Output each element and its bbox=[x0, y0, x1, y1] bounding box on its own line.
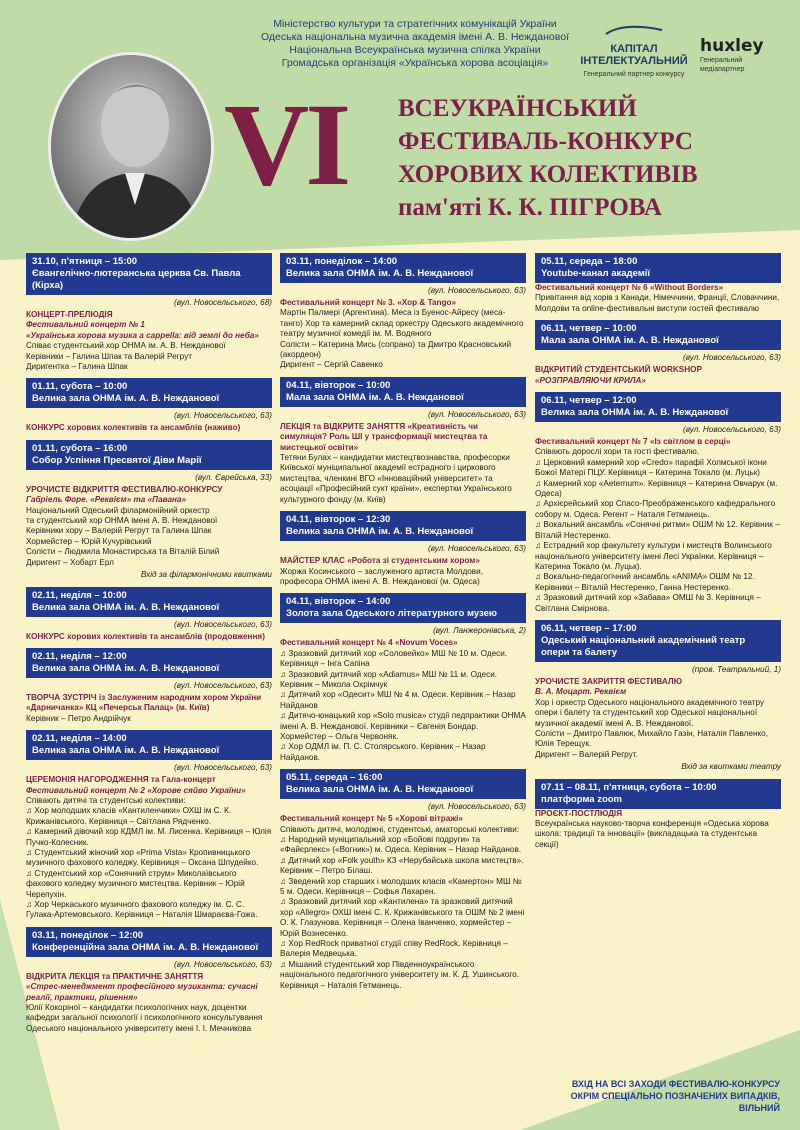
partner1-role: Генеральний партнер конкурсу bbox=[583, 71, 685, 78]
event-body bbox=[26, 972, 272, 1034]
event-venue: Мала зала ОНМА ім. А. В. Нежданової bbox=[286, 391, 464, 403]
event-title: ПРОЄКТ-ПОСТЛЮДІЯ bbox=[535, 808, 623, 818]
event-detail-line: ♫ Вокальний ансамбль «Сонячні ритми» ОШМ № 12. Керівник – Віталій Нестеренко. bbox=[535, 520, 780, 540]
event-block bbox=[26, 587, 272, 642]
event-body bbox=[280, 814, 526, 991]
event-block bbox=[280, 253, 526, 371]
event-datetime: 02.11, неділя – 10:00 bbox=[32, 589, 127, 601]
event-note: Вхід за філармонічними квитками bbox=[140, 570, 272, 580]
event-detail-line: Диригент – Хобарт Ерл bbox=[26, 557, 114, 567]
event-body bbox=[535, 437, 781, 614]
event-detail-line: ♫ Дитячий хор «Folk youth» КЗ «Нерубайська школа мистецтв». Керівник – Петро Білаш. bbox=[280, 855, 524, 876]
event-datetime: 04.11, вівторок – 10:00 bbox=[286, 379, 391, 391]
event-address: (вул. Новосельського, 63) bbox=[427, 802, 526, 812]
event-detail-line: ♫ Архієрейський хор Спасо-Преображенського кафедрального собору м. Одеса. Регент – Наталя Гетманець. bbox=[535, 499, 776, 519]
event-venue: Youtube-канал академії bbox=[541, 268, 651, 279]
event-subtitle: «Українська хорова музика a cappella: від землі до неба» bbox=[26, 330, 259, 340]
event-detail-line: ♫ Дитячий хор «Одесит» МШ № 4 м. Одеси. Керівник – Назар Найданов bbox=[280, 690, 516, 710]
partner-kapital-logo bbox=[574, 24, 694, 78]
event-detail-line: Всеукраїнська науково-творча конференція «Одеська хорова школа: традиції та інновації» (викладацька та студентська секції) bbox=[535, 819, 769, 849]
event-block bbox=[280, 511, 526, 587]
event-detail-line: Диригент – Валерій Регрут. bbox=[535, 749, 638, 759]
event-address: (вул. Новосельського, 63) bbox=[173, 763, 272, 773]
event-body bbox=[26, 423, 272, 433]
event-subtitle: Габріель Форе. «Реквієм» та «Павана» bbox=[26, 495, 187, 505]
event-header bbox=[280, 593, 526, 623]
event-title: КОНКУРС хорових колективів та ансамблів (наживо) bbox=[26, 423, 241, 433]
event-body bbox=[535, 677, 781, 773]
portrait-photo bbox=[48, 52, 214, 241]
event-header bbox=[26, 440, 272, 470]
event-datetime: 05.11, середа – 16:00 bbox=[286, 772, 383, 784]
event-block bbox=[26, 927, 272, 1034]
event-detail-line: Привітання від хорів з Канади, Німеччини, Франції, Словаччини, Молдови та online-фестивальні виступи гостей фестивалю bbox=[535, 293, 780, 313]
event-venue: Золота зала Одеського літературного музею bbox=[286, 608, 497, 620]
event-detail-line: Керівник – Петро Андрійчук bbox=[26, 713, 131, 723]
event-detail-line: Тетяни Булах – кандидатки мистецтвознавства, професорки Київської муніципальної академії естрадного і циркового мистецтва, членкині ВГО «Інноваційний університет» та асоціації «Професійний сукт країни», експертки Українського культурного фонду (м. Київ) bbox=[280, 453, 512, 504]
event-detail-line: ♫ Мішаний студентський хор Південноукраїнського національного педагогічного університету ім. К. Д. Ушинського. Керівниця – Наталія Гетманець. bbox=[280, 959, 519, 990]
event-subtitle: Фестивальний концерт № 1 bbox=[26, 320, 145, 330]
event-venue: Собор Успіння Пресвятої Діви Марії bbox=[32, 454, 202, 466]
event-header bbox=[26, 730, 272, 760]
event-detail-line: ♫ Вокально-педагогічний ансамбль «ANIMA» ОШМ № 12. Керівники – Віталій Нестеренко, Ганна Нестеренко. bbox=[535, 572, 755, 592]
event-header bbox=[280, 769, 526, 799]
event-detail-line: ♫ Дитячо-юнацький хор «Solo musica» студії педпрактики ОНМА імені А. В. Нежданової. Керівники – Євгенія Бондар. Хормейстер – Ольга Червоняк. bbox=[280, 711, 526, 741]
event-body bbox=[26, 693, 272, 724]
event-body bbox=[535, 809, 781, 851]
event-block bbox=[26, 730, 272, 921]
event-block bbox=[26, 253, 272, 372]
event-header bbox=[535, 620, 781, 662]
event-block bbox=[535, 620, 781, 773]
event-venue: Мала зала ОНМА ім. А. В. Нежданової bbox=[541, 335, 719, 347]
event-subtitle: «Стрес-менеджмент професійного музиканта: сучасні реалії, практики, рішення» bbox=[26, 982, 258, 1002]
event-title: ЛЕКЦІЯ та ВІДКРИТЕ ЗАНЯТТЯ «Креативність чи симуляція? Роль ШІ у трансформації мистецтва та мистецької освіти» bbox=[280, 421, 488, 452]
event-header bbox=[26, 648, 272, 678]
event-detail-line: ♫ Зразковий дитячий хор «Соловейко» МШ № 10 м. Одеси. Керівниця – Інга Сапіна bbox=[280, 648, 508, 669]
partner-huxley-logo bbox=[700, 36, 790, 74]
event-header bbox=[535, 392, 781, 422]
event-detail-line: Диригентка – Галина Шпак bbox=[26, 362, 128, 372]
event-venue: Велика зала ОНМА ім. А. В. Нежданової bbox=[32, 601, 220, 613]
event-body bbox=[26, 485, 272, 581]
event-title: ЦЕРЕМОНІЯ НАГОРОДЖЕННЯ та Гала-концерт bbox=[26, 775, 216, 785]
event-datetime: 01.11, субота – 10:00 bbox=[32, 381, 128, 393]
event-datetime: 06.11, четвер – 12:00 bbox=[541, 395, 637, 407]
event-datetime: 05.11, середа – 18:00 bbox=[541, 256, 638, 267]
event-detail-line: Солісти – Людмила Монастирська та Віталій Білий bbox=[26, 547, 220, 557]
event-header bbox=[535, 253, 781, 283]
event-body bbox=[280, 556, 526, 587]
event-block bbox=[26, 378, 272, 433]
event-address: (вул. Єврейська, 33) bbox=[195, 472, 272, 482]
event-detail-line: ♫ Зразковий дитячий хор «Кантилена» та зразковий дитячий хор «Allegro» ОХШ імені С. К. Крижанівського та ОШМ № 2 імені О. К. Глазунова. Керівниця – Олена Іванченко, хормейстер – Юрій Вознесенко. bbox=[280, 897, 525, 938]
event-block bbox=[26, 648, 272, 724]
partner2-role-line1: Генеральний bbox=[700, 57, 743, 64]
event-venue: Велика зала ОНМА ім. А. В. Нежданової bbox=[541, 407, 729, 419]
event-title: ВІДКРИТИЙ СТУДЕНТСЬКИЙ WORKSHOP bbox=[535, 365, 702, 375]
event-block bbox=[535, 392, 781, 614]
title-line: ВСЕУКРАЇНСЬКИЙ bbox=[398, 95, 637, 122]
organizers-block bbox=[245, 18, 585, 70]
event-note: Вхід за квитками театру bbox=[681, 762, 781, 772]
event-datetime: 31.10, п'ятниця – 15:00 bbox=[32, 256, 138, 267]
event-body bbox=[535, 365, 781, 386]
event-datetime: 03.11, понеділок – 12:00 bbox=[32, 929, 144, 941]
event-block bbox=[280, 593, 526, 763]
event-block bbox=[535, 779, 781, 851]
event-venue: Одеський національний академічний театр опери та балету bbox=[541, 634, 746, 658]
partner1-name-line2: ІНТЕЛЕКТУАЛЬНИЙ bbox=[580, 55, 688, 67]
event-header bbox=[535, 779, 781, 809]
event-detail-line: Співають дитячі та студентські колективи: bbox=[26, 795, 186, 805]
event-block bbox=[280, 769, 526, 991]
event-address: (вул. Новосельського, 63) bbox=[427, 544, 526, 554]
event-detail-line: ♫ Камерний хор «Aeternum». Керівниця – Катерина Овчарук (м. Одеса) bbox=[535, 478, 778, 499]
event-venue: Євангелічно-лютеранська церква Св. Павла (Кірха) bbox=[32, 268, 241, 291]
partner2-role-line2: медіапартнер bbox=[700, 66, 745, 73]
event-detail-line: Солісти – Катерина Мись (сопрано) та Дмитро Красновський (акордеон) bbox=[280, 339, 512, 360]
event-detail-line: Солісти – Дмитро Павлюк, Михайло Газін, Наталія Павленко, Юлія Терещук. bbox=[535, 728, 768, 749]
organizer-line: Міністерство культури та стратегічних комунікацій України bbox=[273, 18, 557, 30]
event-detail-line: Національний Одеський філармонійний оркестр bbox=[26, 505, 210, 515]
event-venue: Велика зала ОНМА ім. А. В. Нежданової bbox=[286, 526, 474, 538]
event-body bbox=[535, 283, 781, 314]
event-title: Фестивальний концерт № 7 «Із світлом в серці» bbox=[535, 437, 731, 447]
event-venue: Велика зала ОНМА ім. А. В. Нежданової bbox=[32, 745, 220, 757]
festival-title bbox=[398, 92, 698, 224]
event-detail-line: Хормейстер – Юрій Кучурівський bbox=[26, 536, 152, 546]
event-detail-line: Хор і оркестр Одеського національного академічного театру опери і балету та студентський хор Одеської національної музичної академії імені А. В. Нежданової. bbox=[535, 697, 765, 728]
event-title: Фестивальний концерт № 5 «Хорові вітражі» bbox=[280, 814, 463, 824]
event-header bbox=[280, 377, 526, 407]
event-detail-line: Співає студентський хор ОНМА ім. А. В. Нежданової bbox=[26, 341, 226, 351]
event-venue: Велика зала ОНМА ім. А. В. Нежданової bbox=[286, 268, 474, 279]
event-title: Фестивальний концерт № 4 «Novum Voces» bbox=[280, 638, 458, 648]
event-block bbox=[280, 377, 526, 505]
event-header bbox=[26, 378, 272, 408]
event-subtitle: Фестивальний концерт № 2 «Хорове сяйво України» bbox=[26, 785, 246, 795]
footer-line: ОКРІМ СПЕЦІАЛЬНО ПОЗНАЧЕНИХ ВИПАДКІВ, ВІЛЬНИЙ bbox=[570, 1091, 780, 1113]
free-entry-note bbox=[540, 1078, 780, 1114]
event-datetime: 04.11, вівторок – 12:30 bbox=[286, 514, 391, 526]
event-address: (вул. Новосельського, 63) bbox=[682, 425, 781, 435]
edition-number: VI bbox=[224, 79, 348, 210]
event-address: (вул. Новосельського, 63) bbox=[173, 619, 272, 629]
organizer-line: Національна Всеукраїнська музична спілка України bbox=[289, 44, 541, 56]
event-detail-line: Жоржа Косинського – заслуженого артиста Молдови, професора ОНМА імені А. В. Нежданової (м. Одеса) bbox=[280, 566, 483, 586]
event-datetime: 06.11, четвер – 10:00 bbox=[541, 323, 637, 335]
schedule-column-3 bbox=[535, 253, 781, 856]
event-venue: Велика зала ОНМА ім. А. В. Нежданової bbox=[32, 662, 220, 674]
event-subtitle: «РОЗПРАВЛЯЮЧИ КРИЛА» bbox=[535, 375, 646, 385]
event-address: (вул. Новосельського, 68) bbox=[173, 298, 272, 307]
event-detail-line: ♫ Зведений хор старших і молодших класів «Камертон» МШ № 5 м. Одеси. Керівниця – Софья Лахарен. bbox=[280, 876, 522, 897]
event-block bbox=[535, 320, 781, 386]
organizer-line: Одеська національна музична академія імені А. В. Нежданової bbox=[260, 31, 569, 43]
partner1-name-line1: КАПІТАЛ bbox=[610, 43, 658, 55]
event-header bbox=[280, 511, 526, 541]
event-detail-line: ♫ Зразковий дитячий хор «Забава» ОМШ № 3. Керівниця – Світлана Смірнова. bbox=[535, 593, 761, 613]
event-address: (пров. Театральний, 1) bbox=[691, 664, 781, 674]
event-detail-line: ♫ Естрадний хор факультету культури і мистецтв Волинського національного університету імені Лесі Українки. Керівниця – Катерина Токало (м. Луцьк). bbox=[535, 541, 772, 571]
event-datetime: 07.11 – 08.11, п'ятниця, субота – 10:00 bbox=[541, 781, 717, 793]
event-detail-line: ♫ Хор Черкаського музичного фахового коледжу ім. С. С. Гулака-Артемовського. Керівниця – Наталія Шмараєва-Гожа. bbox=[26, 900, 258, 920]
event-venue: Велика зала ОНМА ім. А. В. Нежданової bbox=[286, 784, 474, 796]
event-detail-line: та студентський хор ОНМА імені А. В. Нежданової bbox=[26, 516, 218, 526]
event-address: (вул. Ланжеронівська, 2) bbox=[433, 626, 526, 636]
event-title: УРОЧИСТЕ ЗАКРИТТЯ ФЕСТИВАЛЮ bbox=[535, 676, 683, 686]
event-address: (вул. Новосельського, 63) bbox=[173, 959, 272, 969]
event-subtitle: В. А. Моцарт. Реквієм bbox=[535, 687, 627, 697]
event-title: УРОЧИСТЕ ВІДКРИТТЯ ФЕСТИВАЛЮ-КОНКУРСУ bbox=[26, 484, 223, 494]
event-address: (вул. Новосельського, 63) bbox=[173, 411, 272, 421]
event-detail-line: ♫ Студентський жіночий хор «Prima Vista» Кропивницького музичного фахового коледжу. Керівниця – Оксана Шпудейко. bbox=[26, 847, 259, 868]
event-header bbox=[535, 320, 781, 350]
event-detail-line: ♫ Хор ОДМЛ ім. П. С. Столярського. Керівник – Назар Найданов. bbox=[280, 742, 486, 762]
event-detail-line: ♫ Хор RedRock приватної студії співу RedRock. Керівниця – Валерія Медвецька. bbox=[280, 939, 508, 959]
title-line: пам'яті К. К. ПІГРОВА bbox=[398, 194, 662, 221]
event-body bbox=[26, 632, 272, 642]
organizer-line: Громадська організація «Українська хорова асоціація» bbox=[281, 57, 549, 69]
event-detail-line: ♫ Студентський хор «Сонячний струм» Миколаївського фахового коледжу музичного мистецтва. Керівник – Юрій Черепухін. bbox=[26, 868, 245, 899]
event-body bbox=[280, 422, 526, 505]
event-datetime: 03.11, понеділок – 14:00 bbox=[286, 256, 398, 267]
event-datetime: 06.11, четвер – 17:00 bbox=[541, 622, 637, 634]
event-detail-line: ♫ Хор молодших класів «Кантиленчики» ОХШ ім С. К. Крижанівського. Керівниця – Світлана Рядченко. bbox=[26, 806, 232, 826]
partner2-name: huxley bbox=[700, 36, 764, 56]
event-title: Фестивальний концерт № 6 «Without Borders» bbox=[535, 283, 724, 292]
event-detail-line: Мартін Палмері (Аргентина). Меса із Буенос-Айресу (меса-танго) Хор та камерний склад оркестру Одеського академічного театру музичної комедії ім. М. Водяного bbox=[280, 308, 524, 339]
event-body bbox=[26, 775, 272, 921]
event-title: КОНЦЕРТ-ПРЕЛЮДІЯ bbox=[26, 310, 113, 319]
event-body bbox=[280, 298, 526, 371]
event-address: (вул. Новосельського, 63) bbox=[427, 286, 526, 295]
event-detail-line: Диригент – Сергій Савенко bbox=[280, 360, 383, 370]
event-detail-line: ♫ Зразковий дитячий хор «Adiamus» МШ № 11 м. Одеси. Керівник – Микола Охрімчук bbox=[280, 669, 498, 689]
event-address: (вул. Новосельського, 63) bbox=[682, 353, 781, 363]
event-title: ТВОРЧА ЗУСТРІЧ із Заслуженим народним хором України «Дарничанка» КЦ «Печерськ Палац» (м. Київ) bbox=[26, 692, 262, 713]
event-title: ВІДКРИТА ЛЕКЦІЯ та ПРАКТИЧНЕ ЗАНЯТТЯ bbox=[26, 971, 204, 981]
title-line: ФЕСТИВАЛЬ-КОНКУРС bbox=[398, 128, 693, 155]
event-venue: платформа zoom bbox=[541, 793, 623, 805]
event-datetime: 01.11, субота – 16:00 bbox=[32, 442, 128, 454]
event-detail-line: Керівники – Галина Шпак та Валерій Регрут bbox=[26, 351, 192, 361]
schedule-column-1 bbox=[26, 253, 272, 1040]
event-datetime: 04.11, вівторок – 14:00 bbox=[286, 596, 391, 608]
event-address: (вул. Новосельського, 63) bbox=[173, 680, 272, 690]
event-block bbox=[535, 253, 781, 314]
event-address: (вул. Новосельського, 63) bbox=[427, 409, 526, 419]
event-detail-line: Співають дитячі, молодіжні, студентські, аматорські колективи: bbox=[280, 824, 520, 834]
event-datetime: 02.11, неділя – 14:00 bbox=[32, 733, 127, 745]
wave-icon bbox=[604, 24, 664, 38]
event-detail-line: ♫ Камерний дівочий хор КДМЛ ім. М. Лисенка. Керівниця – Юлія Пучко-Колесник. bbox=[26, 827, 272, 847]
event-body bbox=[280, 638, 526, 763]
event-title: КОНКУРС хорових колективів та ансамблів (продовження) bbox=[26, 631, 265, 641]
event-detail-line: Керівники хору – Валерій Регрут та Галина Шпак bbox=[26, 526, 212, 536]
event-detail-line: Юлії Кокоріної – кандидатки психологічних наук, доцентки кафедри загальної психології і психологічного консультування Одеського національного університету імені І. І. Мечникова bbox=[26, 1003, 263, 1033]
event-header bbox=[26, 587, 272, 617]
schedule-column-2 bbox=[280, 253, 526, 997]
title-line: ХОРОВИХ КОЛЕКТИВІВ bbox=[398, 161, 698, 188]
event-detail-line: ♫ Народний муніципальний хор «Бойові подруги» та «Файєрлекс» («Вогник») м. Одеса. Керівник – Назар Найданов. bbox=[280, 835, 522, 855]
event-venue: Конференційна зала ОНМА ім. А. В. Нежданової bbox=[32, 941, 259, 953]
footer-line: ВХІД НА ВСІ ЗАХОДИ ФЕСТИВАЛЮ-КОНКУРСУ bbox=[571, 1079, 780, 1089]
event-datetime: 02.11, неділя – 12:00 bbox=[32, 650, 127, 662]
event-title: МАЙСТЕР КЛАС «Робота зі студентським хором» bbox=[280, 556, 480, 566]
event-venue: Велика зала ОНМА ім. А. В. Нежданової bbox=[32, 393, 220, 405]
event-detail-line: Співають дорослі хори та гості фестивалю. bbox=[535, 447, 700, 457]
event-header bbox=[26, 927, 272, 957]
event-body bbox=[26, 310, 272, 372]
event-title: Фестивальний концерт № 3. «Хор & Tango» bbox=[280, 298, 457, 307]
event-detail-line: ♫ Церковний камерний хор «Credo» парафії Холмської ікони Божої Матері ПЦУ. Керівниця – Катерина Токало (м. Луцьк) bbox=[535, 457, 767, 478]
event-header bbox=[26, 253, 272, 295]
event-block bbox=[26, 440, 272, 581]
event-header bbox=[280, 253, 526, 283]
